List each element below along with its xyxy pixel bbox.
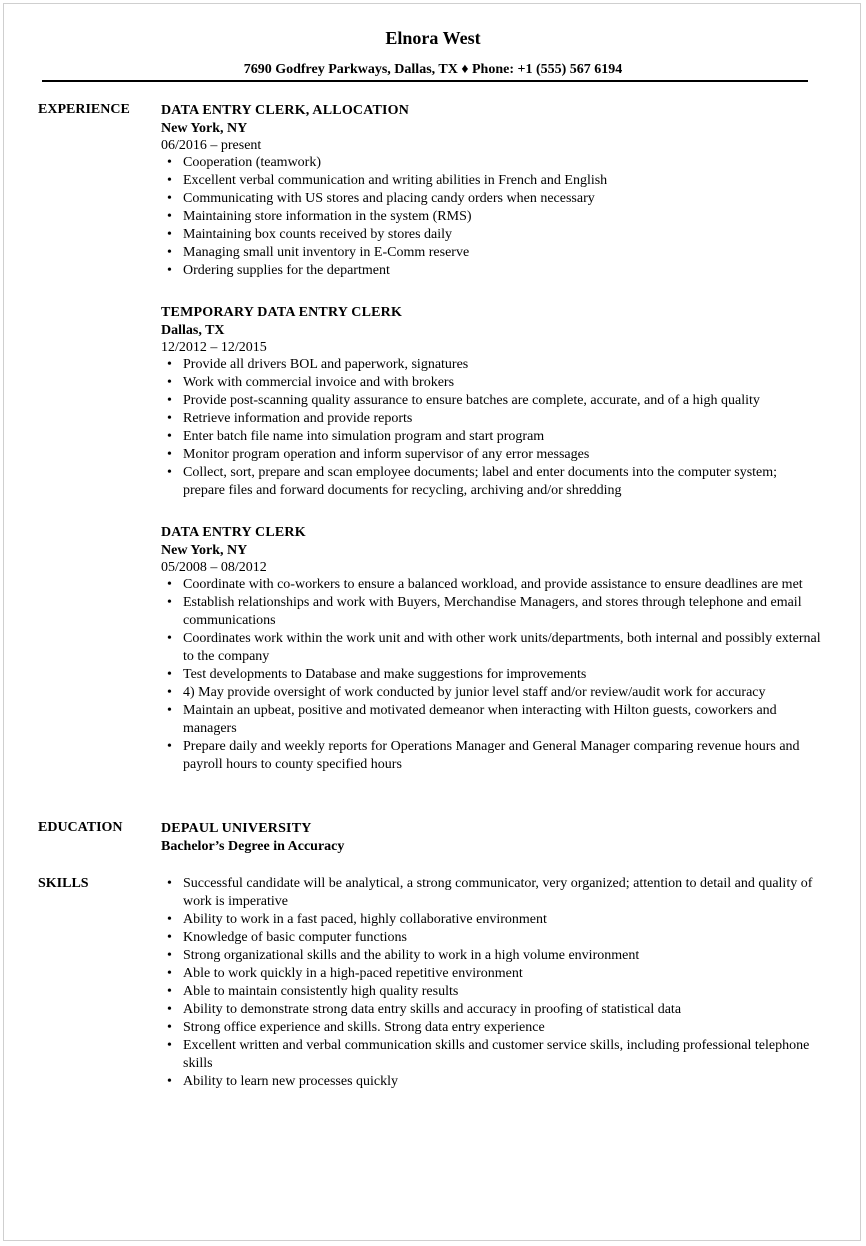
list-item: • Able to work quickly in a high-paced repetitive environment (161, 965, 821, 983)
job-bullets (161, 576, 821, 774)
list-item: • Strong office experience and skills. Strong data entry experience (161, 1019, 821, 1037)
job-title: DATA ENTRY CLERK (161, 525, 306, 540)
list-item: • Coordinates work within the work unit and with other work units/departments, both internal and possibly external to the company (161, 630, 821, 666)
experience-heading: EXPERIENCE (38, 102, 130, 117)
skills-heading: SKILLS (38, 876, 89, 891)
job-title: DATA ENTRY CLERK, ALLOCATION (161, 103, 410, 118)
contact-line: 7690 Godfrey Parkways, Dallas, TX ♦ Phone: +1 (555) 567 6194 (243, 62, 623, 77)
list-item: • Successful candidate will be analytical, a strong communicator, very organized; attention to detail and quality of work is imperative (161, 875, 821, 911)
job-location: New York, NY (161, 121, 248, 136)
list-item: • Monitor program operation and inform supervisor of any error messages (161, 446, 821, 464)
list-item: • Able to maintain consistently high quality results (161, 983, 821, 1001)
list-item: • Excellent verbal communication and writing abilities in French and English (161, 172, 821, 190)
list-item: • 4) May provide oversight of work conducted by junior level staff and/or review/audit work for accuracy (161, 684, 821, 702)
list-item: • Ability to learn new processes quickly (161, 1073, 821, 1091)
job-dates: 12/2012 – 12/2015 (161, 340, 267, 355)
job-location: New York, NY (161, 543, 248, 558)
job-bullets (161, 356, 821, 500)
list-item: • Ability to work in a fast paced, highly collaborative environment (161, 911, 821, 929)
degree: Bachelor’s Degree in Accuracy (161, 839, 345, 854)
list-item: • Provide post-scanning quality assurance to ensure batches are complete, accurate, and of a high quality (161, 392, 821, 410)
job-title: TEMPORARY DATA ENTRY CLERK (161, 305, 403, 320)
list-item: • Enter batch file name into simulation program and start program (161, 428, 821, 446)
job-1 (161, 102, 821, 280)
candidate-name: Elnora West (385, 28, 481, 48)
job-3 (161, 524, 821, 774)
list-item: • Maintaining store information in the system (RMS) (161, 208, 821, 226)
list-item: • Prepare daily and weekly reports for Operations Manager and General Manager comparing revenue hours and payroll hours to county specified hours (161, 738, 821, 774)
education-entry (161, 820, 821, 856)
list-item: • Provide all drivers BOL and paperwork, signatures (161, 356, 821, 374)
job-bullets (161, 154, 821, 280)
list-item: • Maintain an upbeat, positive and motivated demeanor when interacting with Hilton guests, coworkers and managers (161, 702, 821, 738)
list-item: • Establish relationships and work with Buyers, Merchandise Managers, and stores through telephone and email communications (161, 594, 821, 630)
job-location: Dallas, TX (161, 323, 225, 338)
list-item: • Communicating with US stores and placing candy orders when necessary (161, 190, 821, 208)
list-item: • Knowledge of basic computer functions (161, 929, 821, 947)
education-heading: EDUCATION (38, 820, 123, 835)
job-2 (161, 304, 821, 500)
skills-bullets (161, 875, 821, 1091)
header-divider (42, 80, 808, 82)
list-item: • Cooperation (teamwork) (161, 154, 821, 172)
list-item: • Ability to demonstrate strong data entry skills and accuracy in proofing of statistical data (161, 1001, 821, 1019)
list-item: • Ordering supplies for the department (161, 262, 821, 280)
list-item: • Collect, sort, prepare and scan employee documents; label and enter documents into the computer system; prepare files and forward documents for recycling, archiving and/or shredding (161, 464, 821, 500)
list-item: • Managing small unit inventory in E-Comm reserve (161, 244, 821, 262)
list-item: • Maintaining box counts received by stores daily (161, 226, 821, 244)
list-item: • Retrieve information and provide reports (161, 410, 821, 428)
list-item: • Strong organizational skills and the ability to work in a high volume environment (161, 947, 821, 965)
list-item: • Work with commercial invoice and with brokers (161, 374, 821, 392)
list-item: • Excellent written and verbal communication skills and customer service skills, including professional telephone skills (161, 1037, 821, 1073)
job-dates: 05/2008 – 08/2012 (161, 560, 267, 575)
skills-list (161, 875, 821, 1091)
list-item: • Coordinate with co-workers to ensure a balanced workload, and provide assistance to ensure deadlines are met (161, 576, 821, 594)
list-item: • Test developments to Database and make suggestions for improvements (161, 666, 821, 684)
school-name: DEPAUL UNIVERSITY (161, 821, 312, 836)
job-dates: 06/2016 – present (161, 138, 262, 153)
